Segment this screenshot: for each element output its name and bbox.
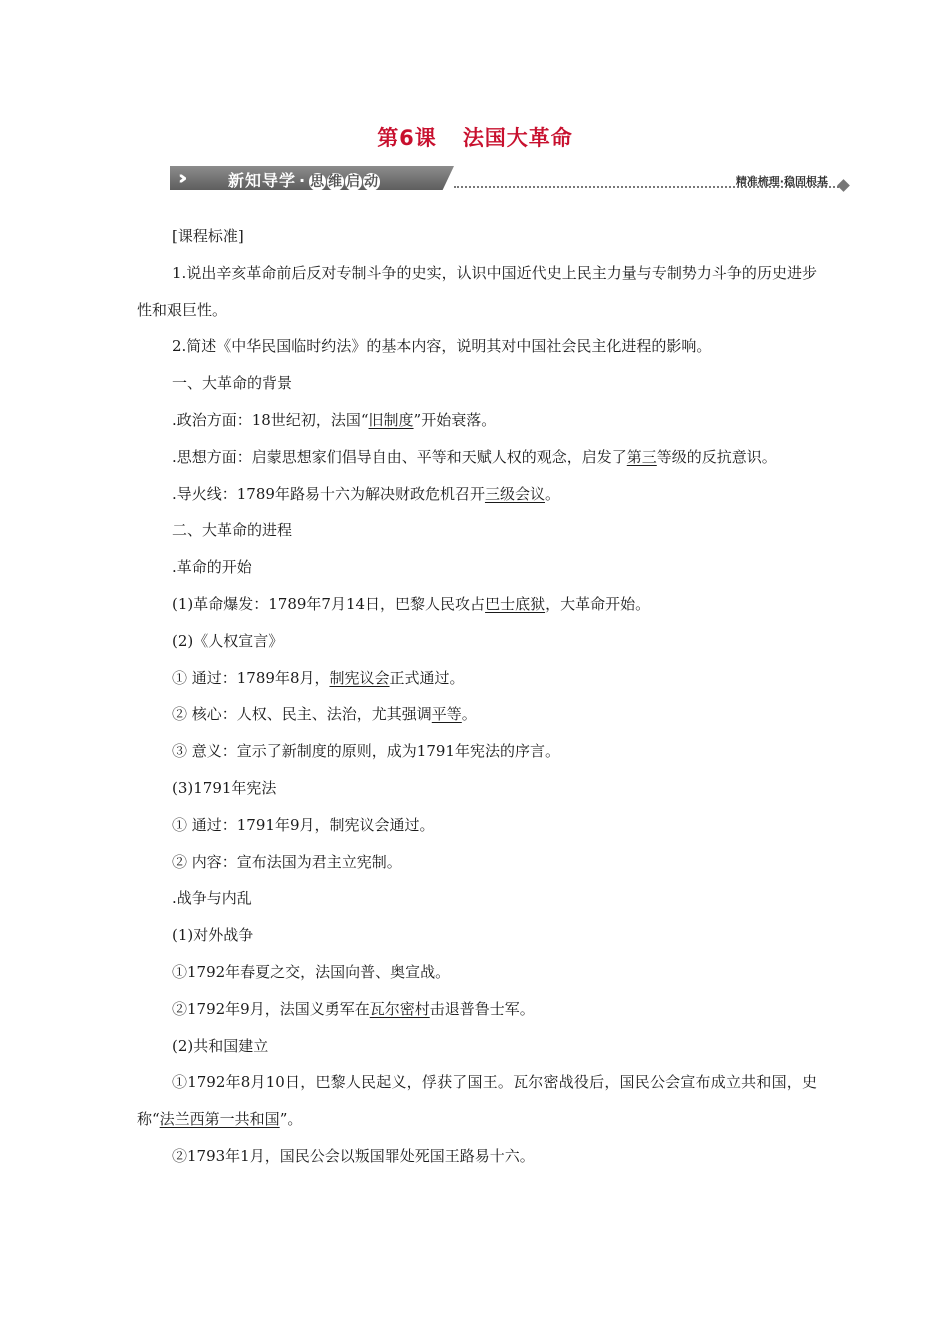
lesson-title: 法国大革命 <box>462 126 573 150</box>
subheading-start: .革命的开始 <box>172 558 252 577</box>
standard-item-2: 2.简述《中华民国临时约法》的基本内容，说明其对中国社会民主化进程的影响。 <box>172 337 712 356</box>
blank-answer: 法兰西第一共和国 <box>159 1110 280 1129</box>
double-chevron-right-icon: ››› <box>178 167 181 189</box>
page-title <box>0 122 950 152</box>
subheading-war: .战争与内乱 <box>172 889 252 908</box>
blank-answer: 制宪议会 <box>329 668 390 687</box>
section-heading-background: 一、大革命的背景 <box>172 374 293 393</box>
rights-declaration-passed: ① 通过：1789年8月，制宪议会正式通过。 <box>172 668 465 687</box>
blank-answer: 瓦尔密村 <box>369 999 430 1018</box>
blank-answer: 巴士底狱 <box>485 594 546 613</box>
rights-declaration-heading: (2)《人权宣言》 <box>172 631 284 650</box>
blank-answer: 第三 <box>626 447 657 466</box>
republic-heading: (2)共和国建立 <box>172 1036 269 1055</box>
lesson-number: 第6课 <box>377 126 437 150</box>
constitution-content: ② 内容：宣布法国为君主立宪制。 <box>172 852 402 871</box>
banner-right-text: 精准梳理·稳固根基 <box>735 175 828 188</box>
banner-dot: · <box>299 171 307 190</box>
standard-heading: [课程标准] <box>172 227 244 245</box>
banner-char: 维 <box>328 174 344 190</box>
background-trigger: .导火线：1789年路易十六为解决财政危机召开三级会议。 <box>172 484 560 503</box>
section-heading-process: 二、大革命的进程 <box>172 521 293 540</box>
foreign-war-item-1: ①1792年春夏之交，法国向普、奥宣战。 <box>172 962 451 981</box>
standard-item-1: 1.说出辛亥革命前后反对专制斗争的史实，认识中国近代史上民主力量与专制势力斗争的历史进步性和艰巨性。 <box>137 263 817 319</box>
document-body <box>137 218 817 1175</box>
banner-char: 启 <box>346 174 362 190</box>
blank-answer: 三级会议 <box>484 484 545 503</box>
background-thought: .思想方面：启蒙思想家们倡导自由、平等和天赋人权的观念，启发了第三等级的反抗意识。 <box>172 447 777 466</box>
blank-answer: 平等 <box>431 705 462 724</box>
background-politics: .政治方面：18世纪初，法国“旧制度”开始衰落。 <box>172 410 497 429</box>
foreign-war-item-2: ②1792年9月，法国义勇军在瓦尔密村击退普鲁士军。 <box>172 999 535 1018</box>
diamond-icon <box>837 179 850 192</box>
banner-char: 思 <box>310 174 326 190</box>
banner-label <box>228 168 381 191</box>
republic-item-2: ②1793年1月，国民公会以叛国罪处死国王路易十六。 <box>172 1146 535 1165</box>
section-banner <box>170 166 850 196</box>
blank-answer: 旧制度 <box>368 410 414 429</box>
republic-item-1: ①1792年8月10日，巴黎人民起义，俘获了国王。瓦尔密战役后，国民公会宣布成立共和国，史称“法兰西第一共和国”。 <box>137 1073 817 1129</box>
constitution-heading: (3)1791年宪法 <box>172 778 277 797</box>
foreign-war-heading: (1)对外战争 <box>172 926 254 945</box>
rights-declaration-meaning: ③ 意义：宣示了新制度的原则，成为1791年宪法的序言。 <box>172 742 560 761</box>
rights-declaration-core: ② 核心：人权、民主、法治，尤其强调平等。 <box>172 705 477 724</box>
banner-main-text: 新知导学 <box>228 171 297 190</box>
revolution-outbreak: (1)革命爆发：1789年7月14日，巴黎人民攻占巴士底狱，大革命开始。 <box>172 594 651 613</box>
constitution-passed: ① 通过：1791年9月，制宪议会通过。 <box>172 815 435 834</box>
banner-char: 动 <box>364 174 380 190</box>
